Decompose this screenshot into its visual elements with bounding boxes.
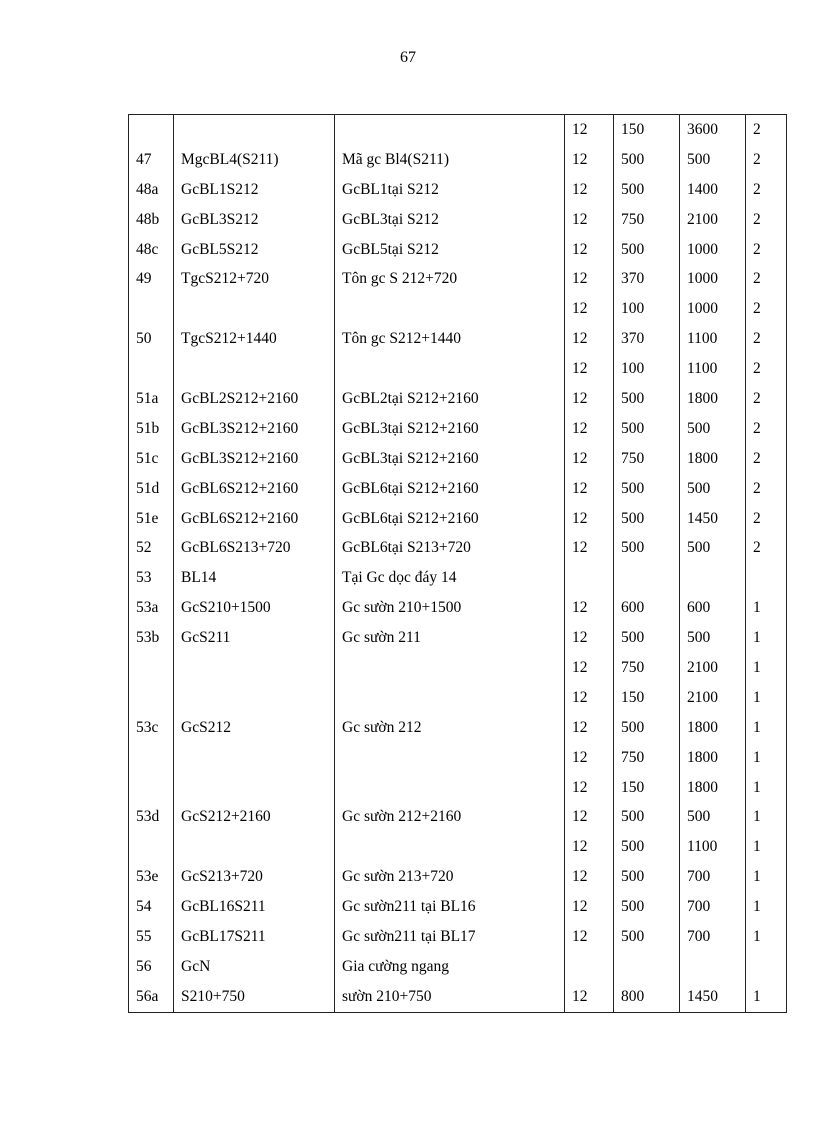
item-thickness: 12 [565,802,614,832]
item-thickness: 12 [565,414,614,444]
item-width: 500 [614,862,680,892]
item-thickness: 12 [565,294,614,324]
item-thickness: 12 [565,653,614,683]
table-row [129,713,787,743]
item-count: 2 [746,264,787,294]
item-number: 48a [129,175,174,205]
table-row [129,802,787,832]
item-code: GcBL6S212+2160 [174,474,335,504]
item-width: 500 [614,175,680,205]
table-row [129,235,787,265]
table-row [129,474,787,504]
item-count: 1 [746,922,787,952]
item-code: S210+750 [174,982,335,1012]
item-width: 150 [614,773,680,803]
item-code: GcBL3S212 [174,205,335,235]
item-description: GcBL3tại S212+2160 [335,414,565,444]
item-count: 1 [746,593,787,623]
item-count: 1 [746,713,787,743]
item-number: 53b [129,623,174,653]
item-number [129,773,174,803]
item-description: Gc sườn 210+1500 [335,593,565,623]
item-number: 53a [129,593,174,623]
item-count: 1 [746,892,787,922]
item-count: 2 [746,533,787,563]
item-code: GcBL1S212 [174,175,335,205]
table-row [129,952,787,982]
item-description [335,294,565,324]
item-thickness: 12 [565,235,614,265]
item-thickness: 12 [565,623,614,653]
item-width: 500 [614,414,680,444]
item-length: 2100 [680,683,746,713]
item-thickness: 12 [565,444,614,474]
item-length: 500 [680,802,746,832]
item-length: 1400 [680,175,746,205]
item-count: 1 [746,623,787,653]
item-thickness: 12 [565,593,614,623]
item-code: GcN [174,952,335,982]
item-length: 2100 [680,653,746,683]
item-length: 1100 [680,324,746,354]
table-row [129,922,787,952]
item-count: 1 [746,773,787,803]
item-number: 56 [129,952,174,982]
item-count: 2 [746,384,787,414]
table-row [129,115,787,145]
item-code: GcBL16S211 [174,892,335,922]
item-code: GcS212+2160 [174,802,335,832]
item-length: 1000 [680,264,746,294]
item-thickness: 12 [565,773,614,803]
item-code: GcS210+1500 [174,593,335,623]
item-length: 500 [680,623,746,653]
item-description: GcBL2tại S212+2160 [335,384,565,414]
item-width: 370 [614,324,680,354]
item-number: 48c [129,235,174,265]
item-length: 2100 [680,205,746,235]
item-code: GcBL3S212+2160 [174,444,335,474]
item-description [335,683,565,713]
item-width: 500 [614,235,680,265]
item-length: 500 [680,414,746,444]
item-width: 750 [614,205,680,235]
item-length [680,563,746,593]
item-thickness: 12 [565,115,614,145]
item-length: 700 [680,862,746,892]
item-width: 500 [614,145,680,175]
item-thickness: 12 [565,922,614,952]
item-width: 500 [614,802,680,832]
item-code: GcBL5S212 [174,235,335,265]
item-width: 500 [614,892,680,922]
item-width: 150 [614,115,680,145]
item-number [129,354,174,384]
item-code: TgcS212+720 [174,264,335,294]
item-width [614,952,680,982]
item-description: GcBL6tại S212+2160 [335,474,565,504]
item-thickness: 12 [565,892,614,922]
table-row [129,175,787,205]
item-number: 50 [129,324,174,354]
item-width: 370 [614,264,680,294]
table-row [129,533,787,563]
table-row [129,862,787,892]
item-length: 500 [680,474,746,504]
table-row [129,504,787,534]
item-description: GcBL3tại S212+2160 [335,444,565,474]
table-row [129,773,787,803]
item-code [174,743,335,773]
item-number: 53d [129,802,174,832]
item-number [129,294,174,324]
item-count: 1 [746,653,787,683]
item-width: 500 [614,832,680,862]
item-width: 500 [614,713,680,743]
item-description: GcBL6tại S213+720 [335,533,565,563]
item-thickness: 12 [565,175,614,205]
item-description [335,773,565,803]
item-number: 51e [129,504,174,534]
item-count: 2 [746,474,787,504]
item-description: GcBL6tại S212+2160 [335,504,565,534]
item-width: 100 [614,294,680,324]
table-row [129,593,787,623]
item-description: Tôn gc S212+1440 [335,324,565,354]
item-length: 700 [680,892,746,922]
item-description: Mã gc Bl4(S211) [335,145,565,175]
item-width: 500 [614,533,680,563]
item-count: 2 [746,175,787,205]
item-length: 1450 [680,504,746,534]
item-number: 51d [129,474,174,504]
item-number [129,832,174,862]
item-description: GcBL1tại S212 [335,175,565,205]
table-row [129,982,787,1012]
item-code: TgcS212+1440 [174,324,335,354]
item-description: Gc sườn 213+720 [335,862,565,892]
item-width: 500 [614,384,680,414]
item-count: 2 [746,414,787,444]
item-count [746,563,787,593]
item-code: MgcBL4(S211) [174,145,335,175]
item-description: Gc sườn211 tại BL17 [335,922,565,952]
item-width: 500 [614,623,680,653]
item-width: 500 [614,922,680,952]
item-count: 1 [746,862,787,892]
item-description: Gc sườn211 tại BL16 [335,892,565,922]
parts-table [128,114,787,1013]
item-thickness: 12 [565,743,614,773]
item-thickness: 12 [565,264,614,294]
item-code: GcBL6S213+720 [174,533,335,563]
item-count: 1 [746,802,787,832]
table-row [129,264,787,294]
item-length: 700 [680,922,746,952]
item-number: 56a [129,982,174,1012]
item-thickness [565,563,614,593]
item-count: 1 [746,683,787,713]
table-row [129,414,787,444]
item-number: 49 [129,264,174,294]
table-row [129,832,787,862]
item-code [174,294,335,324]
item-count: 2 [746,444,787,474]
item-count: 2 [746,235,787,265]
item-length: 1000 [680,235,746,265]
item-number [129,115,174,145]
item-count: 1 [746,743,787,773]
item-description: Gc sườn 212+2160 [335,802,565,832]
item-number: 52 [129,533,174,563]
item-width [614,563,680,593]
item-count: 2 [746,504,787,534]
item-description [335,115,565,145]
item-thickness: 12 [565,354,614,384]
item-description: Tôn gc S 212+720 [335,264,565,294]
item-width: 750 [614,444,680,474]
item-count: 2 [746,324,787,354]
item-width: 600 [614,593,680,623]
parts-table-body [129,115,787,1013]
item-description: Gc sườn 211 [335,623,565,653]
item-number [129,743,174,773]
item-number [129,653,174,683]
table-row [129,354,787,384]
item-length: 1800 [680,384,746,414]
table-row [129,324,787,354]
item-thickness: 12 [565,533,614,563]
item-code [174,773,335,803]
item-code [174,115,335,145]
item-code [174,683,335,713]
item-length: 1000 [680,294,746,324]
item-count: 2 [746,294,787,324]
item-thickness: 12 [565,862,614,892]
table-row [129,444,787,474]
item-description: Gia cường ngang [335,952,565,982]
item-count: 1 [746,982,787,1012]
table-row [129,563,787,593]
item-code: GcS213+720 [174,862,335,892]
item-description [335,653,565,683]
item-description [335,354,565,384]
item-length: 1800 [680,444,746,474]
item-number: 53c [129,713,174,743]
item-description: GcBL3tại S212 [335,205,565,235]
item-description [335,743,565,773]
item-thickness: 12 [565,324,614,354]
item-description [335,832,565,862]
item-length: 1800 [680,743,746,773]
item-number: 55 [129,922,174,952]
item-thickness [565,952,614,982]
item-thickness: 12 [565,504,614,534]
table-row [129,205,787,235]
item-length: 1800 [680,713,746,743]
item-number: 51b [129,414,174,444]
item-code: GcBL3S212+2160 [174,414,335,444]
item-description: Gc sườn 212 [335,713,565,743]
item-number: 51c [129,444,174,474]
table-row [129,683,787,713]
item-count: 2 [746,145,787,175]
item-number: 53 [129,563,174,593]
table-row [129,384,787,414]
item-length: 600 [680,593,746,623]
item-length: 1100 [680,832,746,862]
table-row [129,653,787,683]
item-thickness: 12 [565,713,614,743]
item-thickness: 12 [565,145,614,175]
table-row [129,623,787,653]
item-code: GcBL6S212+2160 [174,504,335,534]
item-width: 500 [614,474,680,504]
item-code: GcBL2S212+2160 [174,384,335,414]
table-row [129,892,787,922]
page-number: 67 [400,49,416,66]
item-code: GcBL17S211 [174,922,335,952]
item-width: 750 [614,743,680,773]
table-row [129,743,787,773]
item-count: 2 [746,115,787,145]
item-number: 51a [129,384,174,414]
item-number: 48b [129,205,174,235]
item-number: 53e [129,862,174,892]
item-width: 100 [614,354,680,384]
item-length [680,952,746,982]
item-count: 2 [746,205,787,235]
item-number: 47 [129,145,174,175]
table-row [129,145,787,175]
item-description: Tại Gc dọc đáy 14 [335,563,565,593]
item-length: 500 [680,145,746,175]
item-code: GcS211 [174,623,335,653]
item-number [129,683,174,713]
item-description: GcBL5tại S212 [335,235,565,265]
item-thickness: 12 [565,832,614,862]
item-count: 1 [746,832,787,862]
item-width: 500 [614,504,680,534]
item-code [174,354,335,384]
item-code: GcS212 [174,713,335,743]
item-length: 500 [680,533,746,563]
item-count [746,952,787,982]
item-length: 3600 [680,115,746,145]
item-code [174,653,335,683]
item-description: sườn 210+750 [335,982,565,1012]
item-width: 750 [614,653,680,683]
item-code [174,832,335,862]
table-row [129,294,787,324]
item-thickness: 12 [565,683,614,713]
item-length: 1800 [680,773,746,803]
item-width: 150 [614,683,680,713]
item-number: 54 [129,892,174,922]
item-thickness: 12 [565,474,614,504]
item-width: 800 [614,982,680,1012]
item-code: BL14 [174,563,335,593]
item-count: 2 [746,354,787,384]
item-thickness: 12 [565,205,614,235]
item-thickness: 12 [565,384,614,414]
item-thickness: 12 [565,982,614,1012]
item-length: 1100 [680,354,746,384]
item-length: 1450 [680,982,746,1012]
